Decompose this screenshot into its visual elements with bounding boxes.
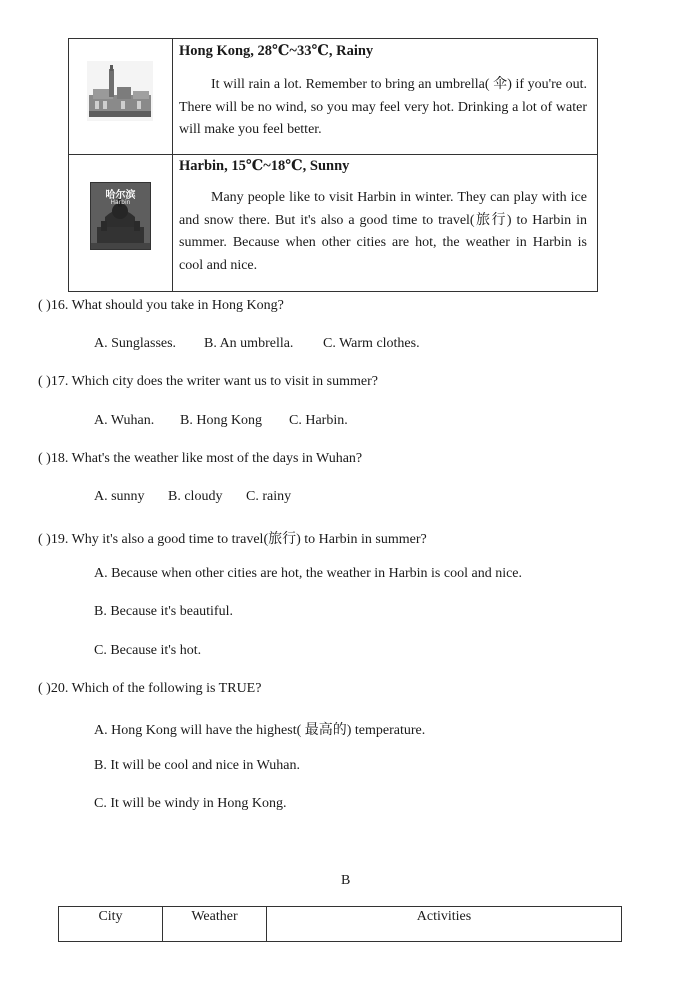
option-20b: B. It will be cool and nice in Wuhan. [94, 758, 301, 773]
column-header-weather: Weather [191, 909, 238, 924]
question-20: ( )20. Which of the following is TRUE? [38, 681, 262, 696]
question-17: ( )17. Which city does the writer want us to visit in summer? [38, 374, 378, 389]
section-b-heading: B [341, 873, 351, 888]
harbin-sign-sub: Harbin [110, 199, 131, 206]
harbin-title: Harbin, 15℃~18℃, Sunny [179, 158, 350, 174]
option-20c: C. It will be windy in Hong Kong. [94, 796, 287, 811]
option-16a: A. Sunglasses. [94, 336, 177, 351]
option-18a: A. sunny [94, 489, 145, 504]
question-18: ( )18. What's the weather like most of the days in Wuhan? [38, 451, 363, 466]
option-17a: A. Wuhan. [94, 413, 155, 428]
question-16: ( )16. What should you take in Hong Kong? [38, 298, 284, 313]
option-18b: B. cloudy [168, 489, 223, 504]
option-18c: C. rainy [246, 489, 292, 504]
option-20a: A. Hong Kong will have the highest( 最高的) temperature. [94, 723, 426, 738]
table-divider-horizontal [69, 154, 597, 155]
column-header-city: City [98, 909, 123, 924]
option-17c: C. Harbin. [289, 413, 348, 428]
hong-kong-text: It will rain a lot. Remember to bring an umbrella( 伞) if you're out. There will be no wind, so you may feel very hot. Drinking a lot of water will make you feel better. [179, 77, 587, 137]
option-16b: B. An umbrella. [204, 336, 294, 351]
section-b-table [58, 906, 622, 942]
option-19a: A. Because when other cities are hot, the weather in Harbin is cool and nice. [94, 566, 523, 581]
weather-table [68, 38, 598, 292]
option-19b: B. Because it's beautiful. [94, 604, 233, 619]
column-header-activities: Activities [416, 909, 472, 924]
table-divider-vertical [172, 39, 173, 291]
harbin-sign: 哈尔滨 [105, 190, 136, 201]
hong-kong-title: Hong Kong, 28℃~33℃, Rainy [179, 43, 374, 59]
option-19c: C. Because it's hot. [94, 643, 202, 658]
question-19: ( )19. Why it's also a good time to travel(旅行) to Harbin in summer? [38, 532, 427, 547]
option-16c: C. Warm clothes. [323, 336, 420, 351]
harbin-text: Many people like to visit Harbin in winter. They can play with ice and snow there. But it's also a good time to travel(旅行) to Harbin in summer. Because when other cities are hot, the weather in Harbin is cool and nice. [179, 190, 587, 273]
option-17b: B. Hong Kong [180, 413, 263, 428]
hong-kong-photo [87, 61, 153, 121]
